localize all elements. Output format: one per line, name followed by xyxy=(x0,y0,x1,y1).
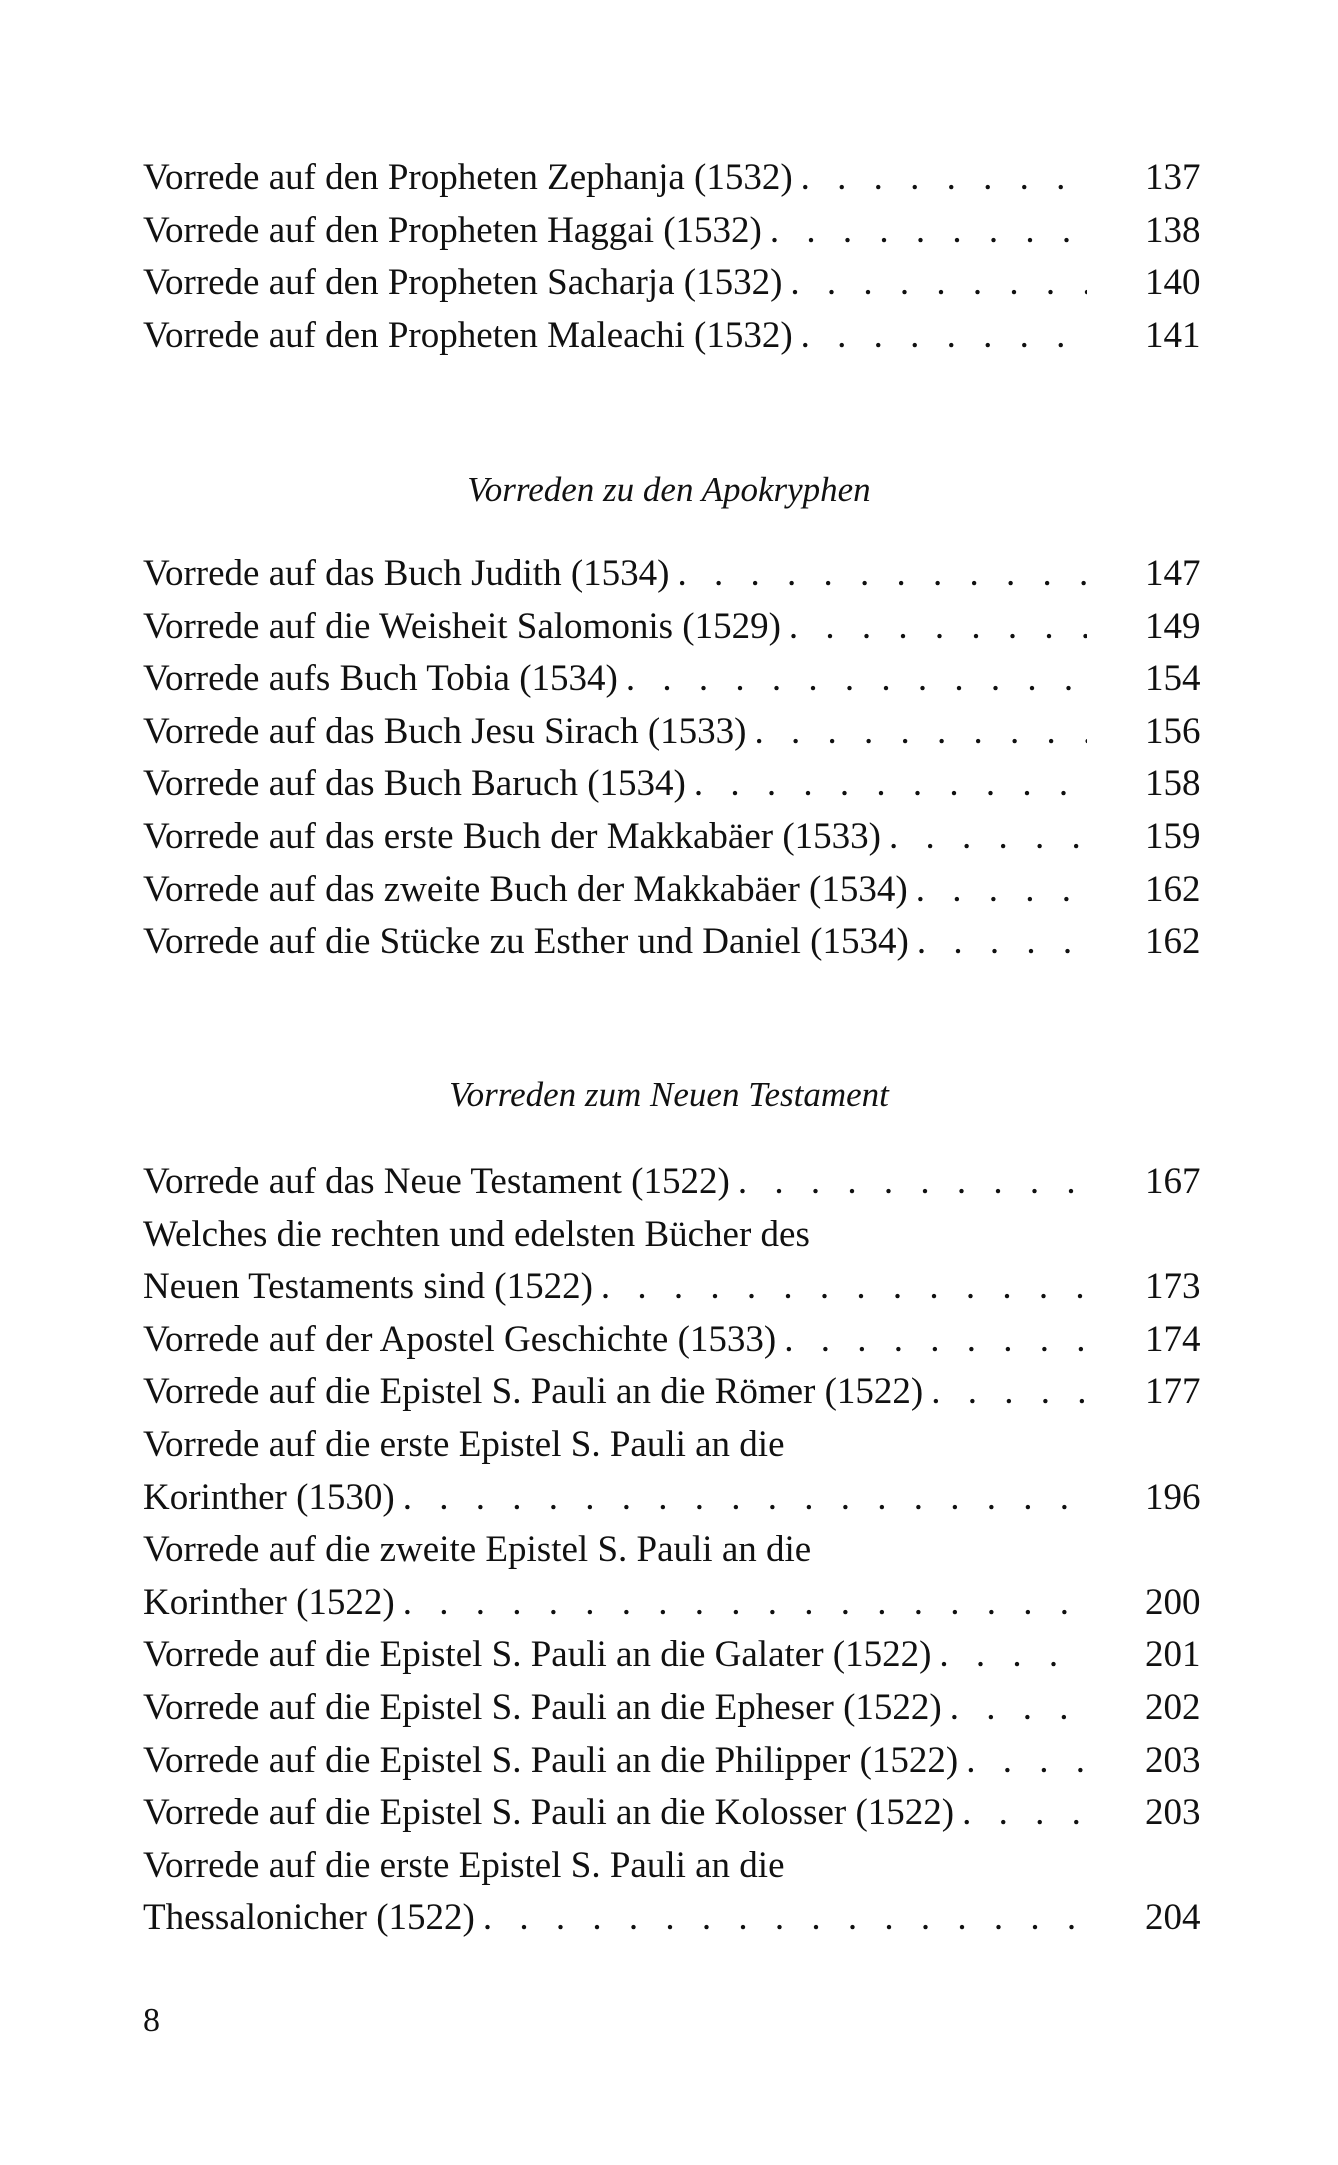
toc-entry xyxy=(143,864,1205,917)
toc-entry-title: Neuen Testaments sind (1522) xyxy=(143,1266,593,1308)
toc-entry xyxy=(143,310,1205,363)
toc-entry-title: Vorrede aufs Buch Tobia (1534) xyxy=(143,658,618,700)
toc-entry-title: Vorrede auf das zweite Buch der Makkabäer (1534) xyxy=(143,868,908,910)
toc-entry-title: Thessalonicher (1522) xyxy=(143,1897,475,1939)
toc-entry-title: Welches die rechten und edelsten Bücher des xyxy=(143,1213,810,1255)
dot-leader xyxy=(909,916,1087,969)
dot-leader xyxy=(395,1577,1087,1630)
toc-entry-title: Vorrede auf das Buch Judith (1534) xyxy=(143,553,670,594)
toc-entry xyxy=(143,811,1205,864)
dot-leader xyxy=(669,548,1087,601)
toc-entry-page: 196 xyxy=(1145,1476,1201,1518)
toc-entry-title: Vorrede auf die erste Epistel S. Pauli an die xyxy=(143,1423,785,1465)
dot-leader xyxy=(475,1892,1087,1945)
toc-entry-title: Vorrede auf das erste Buch der Makkabäer (1533) xyxy=(143,815,881,857)
toc-entry-title: Vorrede auf die Stücke zu Esther und Daniel (1534) xyxy=(143,921,909,963)
toc-entry-title: Vorrede auf die Epistel S. Pauli an die Epheser (1522) xyxy=(143,1686,942,1728)
dot-leader xyxy=(942,1682,1087,1735)
toc-entry-title: Vorrede auf die zweite Epistel S. Pauli an die xyxy=(143,1529,812,1571)
toc-entry xyxy=(143,1261,1205,1314)
toc-entry-page: 177 xyxy=(1145,1371,1201,1413)
toc-entry-page: 141 xyxy=(1145,314,1201,356)
toc-entry-title: Vorrede auf die erste Epistel S. Pauli an die xyxy=(143,1844,785,1886)
toc-entry xyxy=(143,916,1205,969)
dot-leader xyxy=(781,601,1087,654)
toc-entry-title: Korinther (1530) xyxy=(143,1476,395,1518)
toc-entry xyxy=(143,1419,1205,1472)
toc-entry-page: 201 xyxy=(1145,1634,1201,1676)
toc-entry xyxy=(143,653,1205,706)
dot-leader xyxy=(593,1261,1087,1314)
toc-entry-page: 162 xyxy=(1145,868,1201,910)
toc-entry xyxy=(143,1629,1205,1682)
toc-entry-page: 147 xyxy=(1145,553,1201,594)
toc-entry-page: 158 xyxy=(1145,763,1201,805)
dot-leader xyxy=(954,1787,1087,1840)
toc-entry-title: Vorrede auf die Epistel S. Pauli an die Römer (1522) xyxy=(143,1371,924,1413)
toc-entry-title: Vorrede auf das Buch Jesu Sirach (1533) xyxy=(143,710,747,752)
toc-entry-title: Vorrede auf den Propheten Haggai (1532) xyxy=(143,209,762,251)
dot-leader xyxy=(923,1366,1087,1419)
dot-leader xyxy=(958,1735,1087,1788)
toc-entry-title: Vorrede auf den Propheten Zephanja (1532) xyxy=(143,157,793,198)
dot-leader xyxy=(747,706,1088,759)
toc-entry xyxy=(143,257,1205,310)
toc-entry-title: Korinther (1522) xyxy=(143,1581,395,1623)
toc-entry-page: 154 xyxy=(1145,658,1201,700)
dot-leader xyxy=(931,1629,1087,1682)
toc-entry xyxy=(143,758,1205,811)
toc-entry xyxy=(143,548,1205,601)
toc-entry xyxy=(143,1682,1205,1735)
toc-entry xyxy=(143,1892,1205,1945)
dot-leader xyxy=(762,205,1087,258)
toc-entry xyxy=(143,1524,1205,1577)
dot-leader xyxy=(793,310,1087,363)
dot-leader xyxy=(793,152,1087,205)
toc-entry-page: 204 xyxy=(1145,1897,1201,1939)
toc-entry xyxy=(143,1366,1205,1419)
toc-section-apokryphen xyxy=(143,548,1205,969)
toc-entry xyxy=(143,205,1205,258)
page-number: 8 xyxy=(143,2002,160,2039)
toc-entry xyxy=(143,706,1205,759)
toc-entry-page: 156 xyxy=(1145,710,1201,752)
toc-entry-page: 138 xyxy=(1145,209,1201,251)
toc-section-prophets xyxy=(143,152,1205,362)
toc-entry xyxy=(143,1472,1205,1525)
toc-entry xyxy=(143,1787,1205,1840)
toc-entry-title: Vorrede auf die Epistel S. Pauli an die Galater (1522) xyxy=(143,1634,932,1676)
section-heading-neues-testament: Vorreden zum Neuen Testament xyxy=(449,1075,889,1114)
toc-entry-page: 140 xyxy=(1145,262,1201,304)
toc-entry-title: Vorrede auf das Buch Baruch (1534) xyxy=(143,763,686,805)
toc-entry-page: 203 xyxy=(1145,1739,1201,1781)
section-heading-apokryphen: Vorreden zu den Apokryphen xyxy=(467,470,871,509)
toc-entry-title: Vorrede auf die Epistel S. Pauli an die Philipper (1522) xyxy=(143,1739,959,1781)
dot-leader xyxy=(782,257,1087,310)
toc-entry-title: Vorrede auf der Apostel Geschichte (1533) xyxy=(143,1318,777,1360)
toc-entry-title: Vorrede auf den Propheten Sacharja (1532) xyxy=(143,262,783,304)
toc-entry xyxy=(143,1209,1205,1262)
toc-entry-page: 203 xyxy=(1145,1792,1201,1834)
toc-entry-page: 202 xyxy=(1145,1686,1201,1728)
dot-leader xyxy=(395,1472,1087,1525)
toc-entry-title: Vorrede auf die Epistel S. Pauli an die Kolosser (1522) xyxy=(143,1792,955,1834)
toc-entry-page: 149 xyxy=(1145,605,1201,647)
dot-leader xyxy=(881,811,1087,864)
toc-entry-page: 167 xyxy=(1145,1161,1201,1202)
dot-leader xyxy=(776,1314,1087,1367)
toc-section-neues-testament xyxy=(143,1156,1205,1945)
toc-entry-page: 174 xyxy=(1145,1318,1201,1360)
dot-leader xyxy=(730,1156,1087,1209)
toc-entry-page: 162 xyxy=(1145,921,1201,963)
toc-entry-page: 173 xyxy=(1145,1266,1201,1308)
toc-entry xyxy=(143,1156,1205,1209)
dot-leader xyxy=(618,653,1087,706)
toc-entry xyxy=(143,152,1205,205)
toc-entry-title: Vorrede auf den Propheten Maleachi (1532) xyxy=(143,314,793,356)
toc-entry-page: 137 xyxy=(1145,157,1201,198)
toc-entry xyxy=(143,601,1205,654)
toc-entry xyxy=(143,1735,1205,1788)
dot-leader xyxy=(908,864,1087,917)
toc-entry-title: Vorrede auf das Neue Testament (1522) xyxy=(143,1161,730,1202)
toc-entry-page: 200 xyxy=(1145,1581,1201,1623)
toc-entry xyxy=(143,1840,1205,1893)
toc-entry xyxy=(143,1314,1205,1367)
toc-entry-page: 159 xyxy=(1145,815,1201,857)
toc-entry-title: Vorrede auf die Weisheit Salomonis (1529) xyxy=(143,605,781,647)
toc-entry xyxy=(143,1577,1205,1630)
dot-leader xyxy=(686,758,1087,811)
